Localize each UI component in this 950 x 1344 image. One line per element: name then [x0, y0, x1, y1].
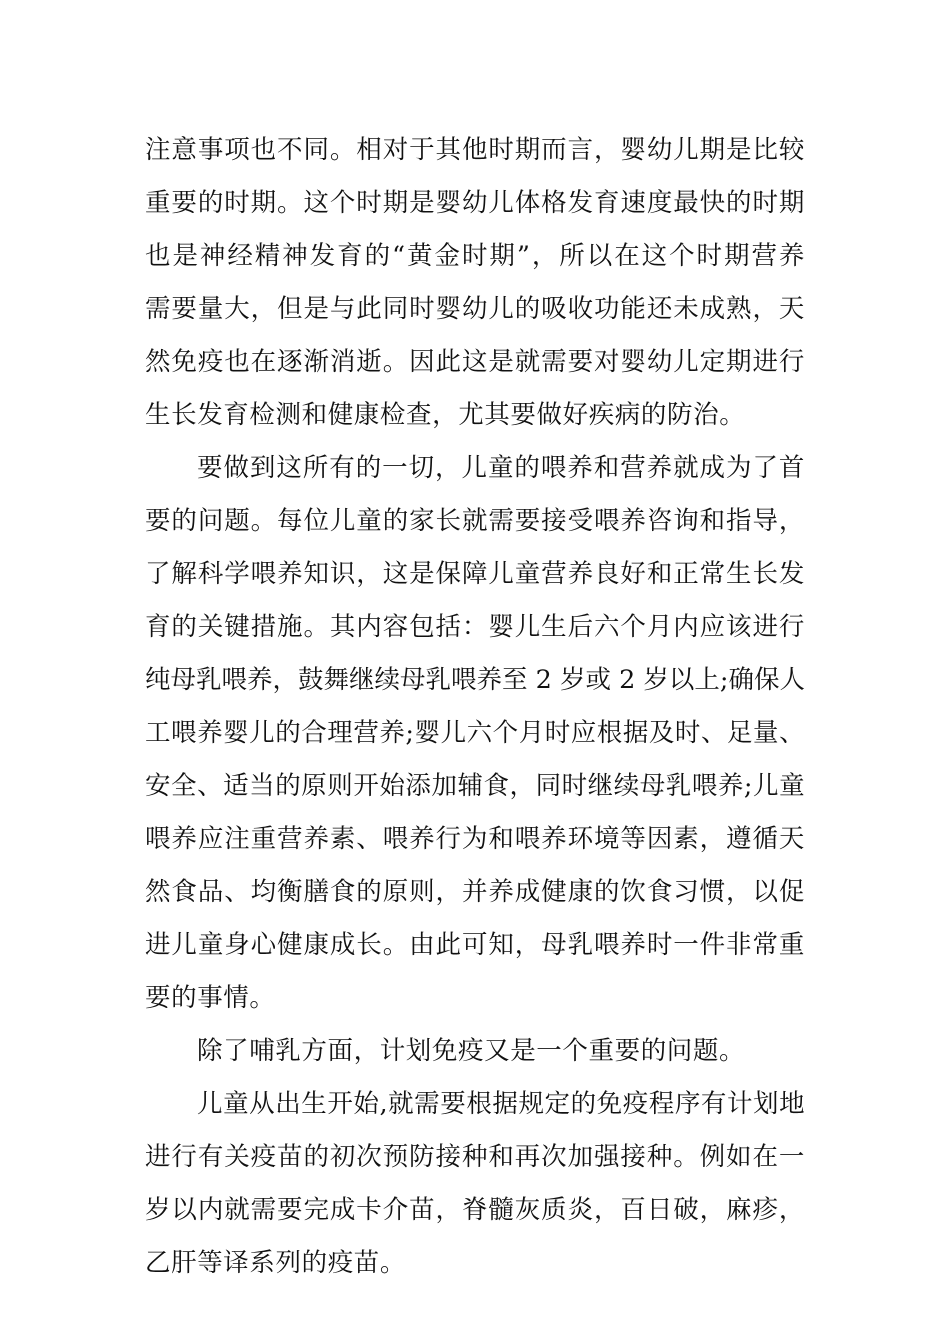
- text-line: 进儿童身心健康成长。由此可知，母乳喂养时一件非常重: [145, 930, 805, 960]
- text-line: 岁以内就需要完成卡介苗，脊髓灰质炎，百日破，麻疹，: [145, 1195, 805, 1225]
- text-line: 要的事情。: [145, 983, 276, 1013]
- text-line: 要的问题。每位儿童的家长就需要接受喂养咨询和指导，: [145, 506, 805, 536]
- text-line: 需要量大，但是与此同时婴幼儿的吸收功能还未成熟，天: [145, 294, 805, 324]
- text-line: 生长发育检测和健康检查，尤其要做好疾病的防治。: [145, 400, 746, 430]
- text-line: 育的关键措施。其内容包括：婴儿生后六个月内应该进行: [145, 612, 805, 642]
- text-line: 纯母乳喂养，鼓舞继续母乳喂养至 2 岁或 2 岁以上;确保人: [145, 665, 805, 695]
- text-line: 安全、适当的原则开始添加辅食，同时继续母乳喂养;儿童: [145, 771, 805, 801]
- text-line: 进行有关疫苗的初次预防接种和再次加强接种。例如在一: [145, 1142, 805, 1172]
- text-line: 喂养应注重营养素、喂养行为和喂养环境等因素，遵循天: [145, 824, 805, 854]
- text-line: 了解科学喂养知识，这是保障儿童营养良好和正常生长发: [145, 559, 805, 589]
- text-line: 乙肝等译系列的疫苗。: [145, 1248, 407, 1278]
- text-line: 注意事项也不同。相对于其他时期而言，婴幼儿期是比较: [145, 135, 805, 165]
- text-line: 工喂养婴儿的合理营养;婴儿六个月时应根据及时、足量、: [145, 718, 805, 748]
- text-line: 然免疫也在逐渐消逝。因此这是就需要对婴幼儿定期进行: [145, 347, 805, 377]
- text-line: 也是神经精神发育的“黄金时期”，所以在这个时期营养: [145, 241, 805, 271]
- text-line: 要做到这所有的一切，儿童的喂养和营养就成为了首: [197, 453, 805, 483]
- text-line: 然食品、均衡膳食的原则，并养成健康的饮食习惯，以促: [145, 877, 805, 907]
- text-line: 除了哺乳方面，计划免疫又是一个重要的问题。: [197, 1036, 746, 1066]
- text-line: 儿童从出生开始,就需要根据规定的免疫程序有计划地: [197, 1089, 805, 1119]
- text-line: 重要的时期。这个时期是婴幼儿体格发育速度最快的时期: [145, 188, 805, 218]
- document-body: [145, 124, 805, 1290]
